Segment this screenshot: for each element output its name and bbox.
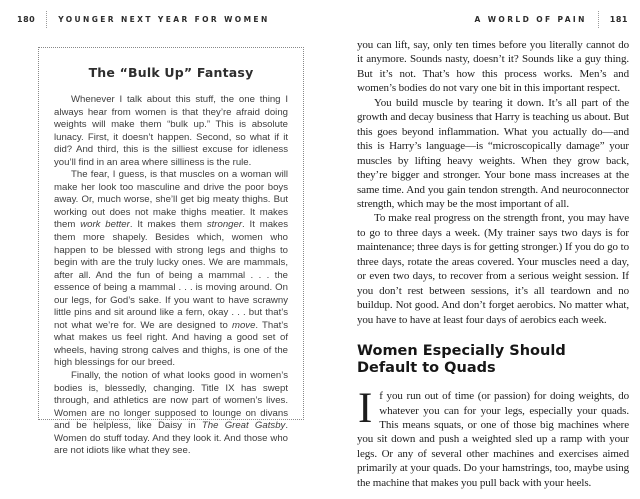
body-paragraph-dropcap [357, 385, 629, 490]
dropcap-letter: I [358, 385, 373, 433]
section-heading-line: Women Especially Should [357, 343, 566, 360]
sidebar-paragraph: Whenever I talk about this stuff, the one thing I always hear from women is that they’re afraid doing weights will make them “bulk up.” This is absolute lunacy. First, it doesn’t happen. Second, so what if it did? And third, this is the silliest excuse for idleness you’ll find in an area where silliness is the rule. [54, 94, 288, 168]
left-page-number: 180 [17, 14, 36, 24]
body-paragraph: To make real progress on the strength front, you may have to go to three days a week. (My trainer says two days is for maintenance; three days is for getting stronger.) If you do go to three days, rotate the areas covered. Your muscles need a day, or even two days, to recover from a serious weight session. If you don’t rest between sessions, it’s all teardown and no buildup. Not good. And don’t forget aerobics. No matter what, you have to have at least four days of aerobics each week. [357, 212, 629, 326]
sidebar-paragraph: The fear, I guess, is that muscles on a woman will make her look too masculine and drive the poor boys away. Or, much worse, she’ll get big meaty thighs. But working out does not make thighs meatier. It makes them work better. It makes them stronger. It makes them more shapely. Besides which, women who happen to be blessed with strong legs and thighs to begin with are the truly lucky ones. We are mammals, after all. And the fun of being a mammal . . . the essence of being a mammal . . . is moving around. On our legs, for God’s sake. If you want to have scrawny little pins and sit around like a fern, okay . . . but that’s not what we’re for. We are designed to move. That’s what makes us feel right. And having a good set of wheels, having strong calves and thighs, is one of the high blessings for our breed. [54, 169, 288, 369]
bulk-up-sidebar-box [38, 47, 304, 457]
right-page-header [475, 10, 628, 28]
sidebar-title: The “Bulk Up” Fantasy [88, 65, 254, 80]
dropcap-paragraph-text: f you run out of time (or passion) for doing weights, do whatever you can for your legs, especially your quads. This means squats, or one of those big machines where you sit down and push a weighted sled up a ramp with your legs. Or any of several other machines and exercises aimed primarily at your quads. Do your hamstrings, too, maybe using the machine that makes you pull back with your heels. [357, 390, 629, 489]
body-paragraph: you can lift, say, only ten times before you literally cannot do it anymore. Sounds nasty, doesn’t it? Sounds like a guy thing. But it’s not. That’s how this process works. Men’s and women’s bodies do not vary one bit in this important respect. [357, 39, 629, 95]
header-divider [46, 11, 47, 28]
section-heading [357, 343, 629, 376]
section-heading-line: Default to Quads [357, 359, 496, 376]
left-running-title: YOUNGER NEXT YEAR FOR WOMEN [58, 14, 270, 24]
right-page-body [357, 38, 629, 490]
sidebar-paragraph: Finally, the notion of what looks good in women’s bodies is, blessedly, changing. Title IX has swept through, and athletics are now part of women’s lives. Women are no longer supposed to lounge on divans and be helpless, like Daisy in The Great Gatsby. Women do stuff today. And they look it. And those who are not idiots like what they see. [54, 370, 288, 457]
left-page-header [17, 10, 270, 28]
right-page-number: 181 [609, 14, 628, 24]
right-running-title: A WORLD OF PAIN [474, 14, 587, 24]
header-divider [598, 11, 599, 28]
body-paragraph: You build muscle by tearing it down. It’s all part of the growth and decay business that Harry is teaching us about. But this goes beyond inflammation. What you actually do—and this is Harry’s language—is “microscopically damage” your muscles by lifting heavy weights. When they grow back, they’re bigger and stronger. Your bone mass increases at the same time. And you gain tendon strength. And neuroconnector strength, which may be the most important of all. [357, 96, 629, 210]
